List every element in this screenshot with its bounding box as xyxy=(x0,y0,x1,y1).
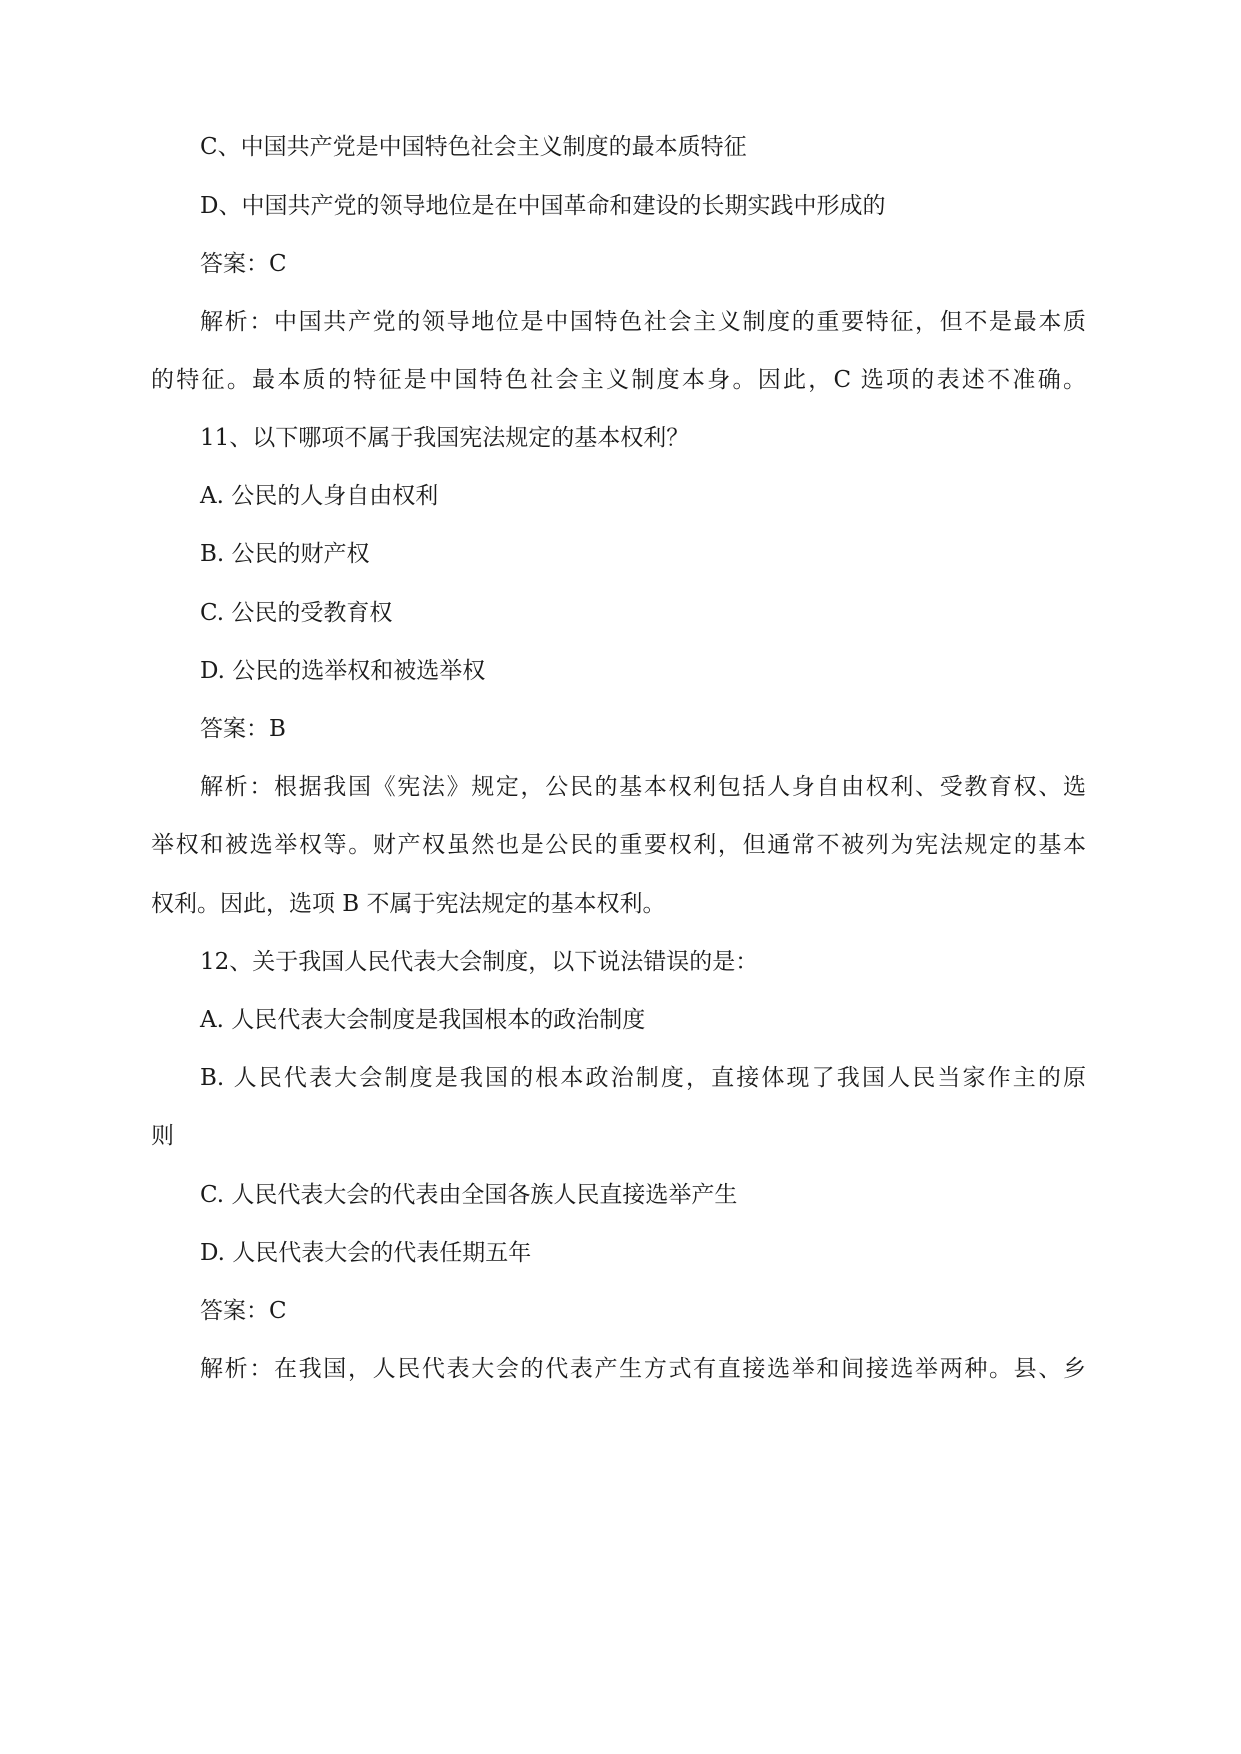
q10-option-d: D、中国共产党的领导地位是在中国革命和建设的长期实践中形成的 xyxy=(200,193,886,219)
q10-explanation-line-1: 解析：中国共产党的领导地位是中国特色社会主义制度的重要特征，但不是最本质 xyxy=(200,309,1086,335)
q11-option-d: D. 公民的选举权和被选举权 xyxy=(200,658,486,684)
q12-option-c: C. 人民代表大会的代表由全国各族人民直接选举产生 xyxy=(200,1182,738,1208)
q12-option-a: A. 人民代表大会制度是我国根本的政治制度 xyxy=(200,1007,646,1033)
q11-option-b: B. 公民的财产权 xyxy=(200,541,370,567)
q12-explanation-line-1: 解析：在我国，人民代表大会的代表产生方式有直接选举和间接选举两种。县、乡 xyxy=(200,1356,1086,1382)
q11-explanation-line-2: 举权和被选举权等。财产权虽然也是公民的重要权利，但通常不被列为宪法规定的基本 xyxy=(151,832,1086,858)
q12-question: 12、关于我国人民代表大会制度，以下说法错误的是： xyxy=(200,949,759,975)
q12-answer: 答案：C xyxy=(200,1298,287,1324)
q12-option-d: D. 人民代表大会的代表任期五年 xyxy=(200,1240,532,1266)
q11-answer: 答案：B xyxy=(200,716,286,742)
q10-option-c: C、中国共产党是中国特色社会主义制度的最本质特征 xyxy=(200,134,747,160)
q11-question: 11、以下哪项不属于我国宪法规定的基本权利？ xyxy=(200,425,690,451)
q12-option-b-line-2: 则 xyxy=(151,1123,174,1149)
q12-option-b-line-1: B. 人民代表大会制度是我国的根本政治制度，直接体现了我国人民当家作主的原 xyxy=(200,1065,1086,1091)
q10-explanation-line-2: 的特征。最本质的特征是中国特色社会主义制度本身。因此，C 选项的表述不准确。 xyxy=(151,367,1086,393)
q11-explanation-line-3: 权利。因此，选项 B 不属于宪法规定的基本权利。 xyxy=(151,891,666,917)
q11-option-c: C. 公民的受教育权 xyxy=(200,600,393,626)
q11-explanation-line-1: 解析：根据我国《宪法》规定，公民的基本权利包括人身自由权利、受教育权、选 xyxy=(200,774,1086,800)
q10-answer: 答案：C xyxy=(200,251,287,277)
q11-option-a: A. 公民的人身自由权利 xyxy=(200,483,439,509)
